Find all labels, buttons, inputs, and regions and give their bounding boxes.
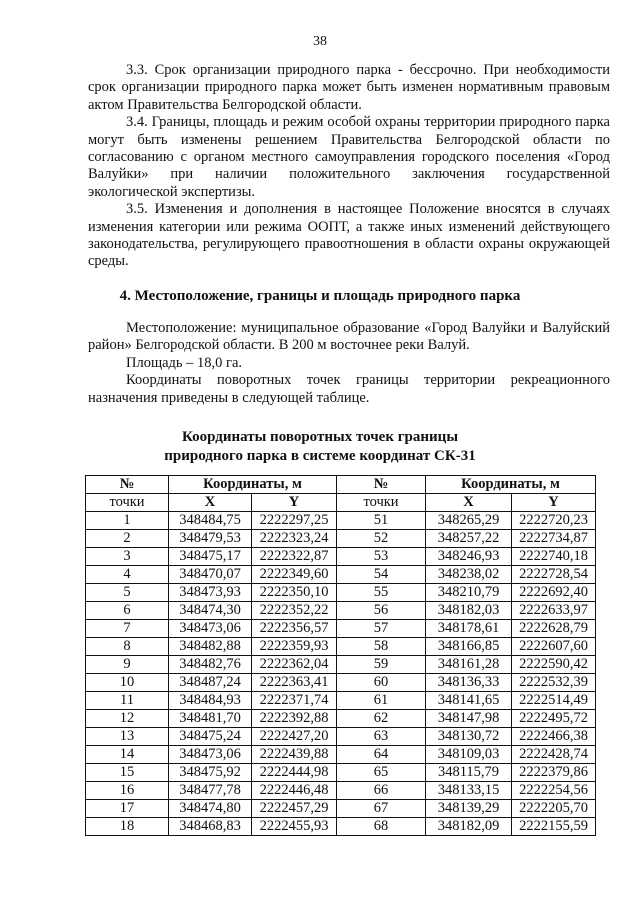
y-coordinate: 2222356,57 bbox=[252, 620, 337, 638]
table-row bbox=[86, 746, 596, 764]
table-row bbox=[86, 602, 596, 620]
x-coordinate: 348133,15 bbox=[426, 782, 512, 800]
x-coordinate: 348257,22 bbox=[426, 530, 512, 548]
coordinates-table bbox=[85, 475, 596, 836]
y-coordinate: 2222728,54 bbox=[512, 566, 596, 584]
point-number: 6 bbox=[86, 602, 169, 620]
x-coordinate: 348130,72 bbox=[426, 728, 512, 746]
point-number: 51 bbox=[337, 512, 426, 530]
x-coordinate: 348238,02 bbox=[426, 566, 512, 584]
x-coordinate: 348182,03 bbox=[426, 602, 512, 620]
x-coordinate: 348265,29 bbox=[426, 512, 512, 530]
y-coordinate: 2222359,93 bbox=[252, 638, 337, 656]
point-number: 66 bbox=[337, 782, 426, 800]
y-coordinate: 2222439,88 bbox=[252, 746, 337, 764]
y-coordinate: 2222371,74 bbox=[252, 692, 337, 710]
y-coordinate: 2222323,24 bbox=[252, 530, 337, 548]
x-coordinate: 348246,93 bbox=[426, 548, 512, 566]
point-number: 9 bbox=[86, 656, 169, 674]
x-coordinate: 348166,85 bbox=[426, 638, 512, 656]
point-number: 11 bbox=[86, 692, 169, 710]
table-row bbox=[86, 818, 596, 836]
point-number: 54 bbox=[337, 566, 426, 584]
point-number: 13 bbox=[86, 728, 169, 746]
y-coordinate: 2222590,42 bbox=[512, 656, 596, 674]
y-coordinate: 2222628,79 bbox=[512, 620, 596, 638]
point-number: 2 bbox=[86, 530, 169, 548]
x-coordinate: 348115,79 bbox=[426, 764, 512, 782]
point-number: 1 bbox=[86, 512, 169, 530]
point-number: 4 bbox=[86, 566, 169, 584]
y-coordinate: 2222428,74 bbox=[512, 746, 596, 764]
y-coordinate: 2222205,70 bbox=[512, 800, 596, 818]
point-number: 52 bbox=[337, 530, 426, 548]
point-number: 63 bbox=[337, 728, 426, 746]
x-coordinate: 348161,28 bbox=[426, 656, 512, 674]
y-coordinate: 2222633,97 bbox=[512, 602, 596, 620]
x-coordinate: 348482,88 bbox=[169, 638, 252, 656]
page-number: 38 bbox=[313, 34, 327, 49]
x-coordinate: 348136,33 bbox=[426, 674, 512, 692]
x-coordinate: 348475,24 bbox=[169, 728, 252, 746]
point-number: 10 bbox=[86, 674, 169, 692]
x-coordinate: 348484,75 bbox=[169, 512, 252, 530]
y-coordinate: 2222155,59 bbox=[512, 818, 596, 836]
point-number: 53 bbox=[337, 548, 426, 566]
point-number: 55 bbox=[337, 584, 426, 602]
table-row bbox=[86, 656, 596, 674]
y-coordinate: 2222379,86 bbox=[512, 764, 596, 782]
point-number: 17 bbox=[86, 800, 169, 818]
header-no-right: № bbox=[337, 476, 426, 494]
point-number: 58 bbox=[337, 638, 426, 656]
section-title: 4. Местоположение, границы и площадь природного парка bbox=[119, 288, 521, 304]
table-row bbox=[86, 530, 596, 548]
x-coordinate: 348139,29 bbox=[426, 800, 512, 818]
paragraph-3-3: 3.3. Срок организации природного парка - бессрочно. При необходимости срок организации природного парка может быть изменен нормативным правовым актом Правительства Белгородской области. bbox=[88, 62, 610, 113]
x-coordinate: 348482,76 bbox=[169, 656, 252, 674]
table-row bbox=[86, 710, 596, 728]
point-number: 3 bbox=[86, 548, 169, 566]
x-coordinate: 348473,93 bbox=[169, 584, 252, 602]
y-coordinate: 2222254,56 bbox=[512, 782, 596, 800]
header-y-left: Y bbox=[252, 494, 337, 512]
header-coords-left: Координаты, м bbox=[169, 476, 337, 494]
x-coordinate: 348210,79 bbox=[426, 584, 512, 602]
point-number: 60 bbox=[337, 674, 426, 692]
y-coordinate: 2222350,10 bbox=[252, 584, 337, 602]
x-coordinate: 348182,09 bbox=[426, 818, 512, 836]
y-coordinate: 2222362,04 bbox=[252, 656, 337, 674]
point-number: 65 bbox=[337, 764, 426, 782]
point-number: 5 bbox=[86, 584, 169, 602]
body-text bbox=[88, 62, 610, 271]
table-row bbox=[86, 512, 596, 530]
y-coordinate: 2222322,87 bbox=[252, 548, 337, 566]
point-number: 59 bbox=[337, 656, 426, 674]
y-coordinate: 2222720,23 bbox=[512, 512, 596, 530]
table-row bbox=[86, 566, 596, 584]
y-coordinate: 2222514,49 bbox=[512, 692, 596, 710]
point-number: 68 bbox=[337, 818, 426, 836]
x-coordinate: 348487,24 bbox=[169, 674, 252, 692]
table-row bbox=[86, 548, 596, 566]
table-title-line-2: природного парка в системе координат СК-31 bbox=[164, 447, 476, 464]
table-row bbox=[86, 764, 596, 782]
header-x-right: X bbox=[426, 494, 512, 512]
paragraph-3-4: 3.4. Границы, площадь и режим особой охраны территории природного парка могут быть изменены решением Правительства Белгородской области по согласованию с органом местного самоуправления городского поселения «Город Валуйки» при наличии положительного заключения государственной экологической экспертизы. bbox=[88, 114, 610, 200]
table-row bbox=[86, 638, 596, 656]
point-number: 14 bbox=[86, 746, 169, 764]
coordinates-intro: Координаты поворотных точек границы территории рекреационного назначения приведены в следующей таблице. bbox=[88, 372, 610, 406]
y-coordinate: 2222734,87 bbox=[512, 530, 596, 548]
x-coordinate: 348468,83 bbox=[169, 818, 252, 836]
table-row bbox=[86, 674, 596, 692]
section-body bbox=[88, 320, 610, 407]
x-coordinate: 348473,06 bbox=[169, 746, 252, 764]
header-coords-right: Координаты, м bbox=[426, 476, 596, 494]
y-coordinate: 2222455,93 bbox=[252, 818, 337, 836]
x-coordinate: 348147,98 bbox=[426, 710, 512, 728]
point-number: 56 bbox=[337, 602, 426, 620]
table-row bbox=[86, 800, 596, 818]
table-row bbox=[86, 728, 596, 746]
point-number: 12 bbox=[86, 710, 169, 728]
point-number: 62 bbox=[337, 710, 426, 728]
y-coordinate: 2222352,22 bbox=[252, 602, 337, 620]
y-coordinate: 2222349,60 bbox=[252, 566, 337, 584]
header-no-left: № bbox=[86, 476, 169, 494]
y-coordinate: 2222495,72 bbox=[512, 710, 596, 728]
x-coordinate: 348473,06 bbox=[169, 620, 252, 638]
location-paragraph: Местоположение: муниципальное образование «Город Валуйки и Валуйский район» Белгородской области. В 200 м восточнее реки Валуй. bbox=[88, 320, 610, 354]
y-coordinate: 2222297,25 bbox=[252, 512, 337, 530]
point-number: 61 bbox=[337, 692, 426, 710]
y-coordinate: 2222692,40 bbox=[512, 584, 596, 602]
point-number: 15 bbox=[86, 764, 169, 782]
y-coordinate: 2222607,60 bbox=[512, 638, 596, 656]
x-coordinate: 348141,65 bbox=[426, 692, 512, 710]
header-x-left: X bbox=[169, 494, 252, 512]
area-paragraph: Площадь – 18,0 га. bbox=[126, 354, 243, 371]
point-number: 8 bbox=[86, 638, 169, 656]
y-coordinate: 2222392,88 bbox=[252, 710, 337, 728]
point-number: 7 bbox=[86, 620, 169, 638]
y-coordinate: 2222427,20 bbox=[252, 728, 337, 746]
table-body bbox=[86, 512, 596, 836]
x-coordinate: 348474,80 bbox=[169, 800, 252, 818]
y-coordinate: 2222363,41 bbox=[252, 674, 337, 692]
y-coordinate: 2222457,29 bbox=[252, 800, 337, 818]
x-coordinate: 348481,70 bbox=[169, 710, 252, 728]
point-number: 67 bbox=[337, 800, 426, 818]
table-row bbox=[86, 782, 596, 800]
y-coordinate: 2222444,98 bbox=[252, 764, 337, 782]
x-coordinate: 348475,92 bbox=[169, 764, 252, 782]
y-coordinate: 2222740,18 bbox=[512, 548, 596, 566]
header-points-right: точки bbox=[337, 494, 426, 512]
x-coordinate: 348479,53 bbox=[169, 530, 252, 548]
x-coordinate: 348477,78 bbox=[169, 782, 252, 800]
table-row bbox=[86, 584, 596, 602]
x-coordinate: 348484,93 bbox=[169, 692, 252, 710]
x-coordinate: 348474,30 bbox=[169, 602, 252, 620]
table-row bbox=[86, 620, 596, 638]
header-y-right: Y bbox=[512, 494, 596, 512]
y-coordinate: 2222532,39 bbox=[512, 674, 596, 692]
point-number: 57 bbox=[337, 620, 426, 638]
paragraph-3-5: 3.5. Изменения и дополнения в настоящее Положение вносятся в случаях изменения категории или режима ООПТ, а также иных изменений действующего законодательства, регулирующего правоотношения в области охраны окружающей среды. bbox=[88, 201, 610, 270]
point-number: 18 bbox=[86, 818, 169, 836]
point-number: 64 bbox=[337, 746, 426, 764]
x-coordinate: 348470,07 bbox=[169, 566, 252, 584]
table-title bbox=[0, 428, 640, 465]
x-coordinate: 348178,61 bbox=[426, 620, 512, 638]
y-coordinate: 2222466,38 bbox=[512, 728, 596, 746]
point-number: 16 bbox=[86, 782, 169, 800]
header-points-left: точки bbox=[86, 494, 169, 512]
x-coordinate: 348109,03 bbox=[426, 746, 512, 764]
x-coordinate: 348475,17 bbox=[169, 548, 252, 566]
table-row bbox=[86, 692, 596, 710]
y-coordinate: 2222446,48 bbox=[252, 782, 337, 800]
table-title-line-1: Координаты поворотных точек границы bbox=[181, 429, 459, 445]
